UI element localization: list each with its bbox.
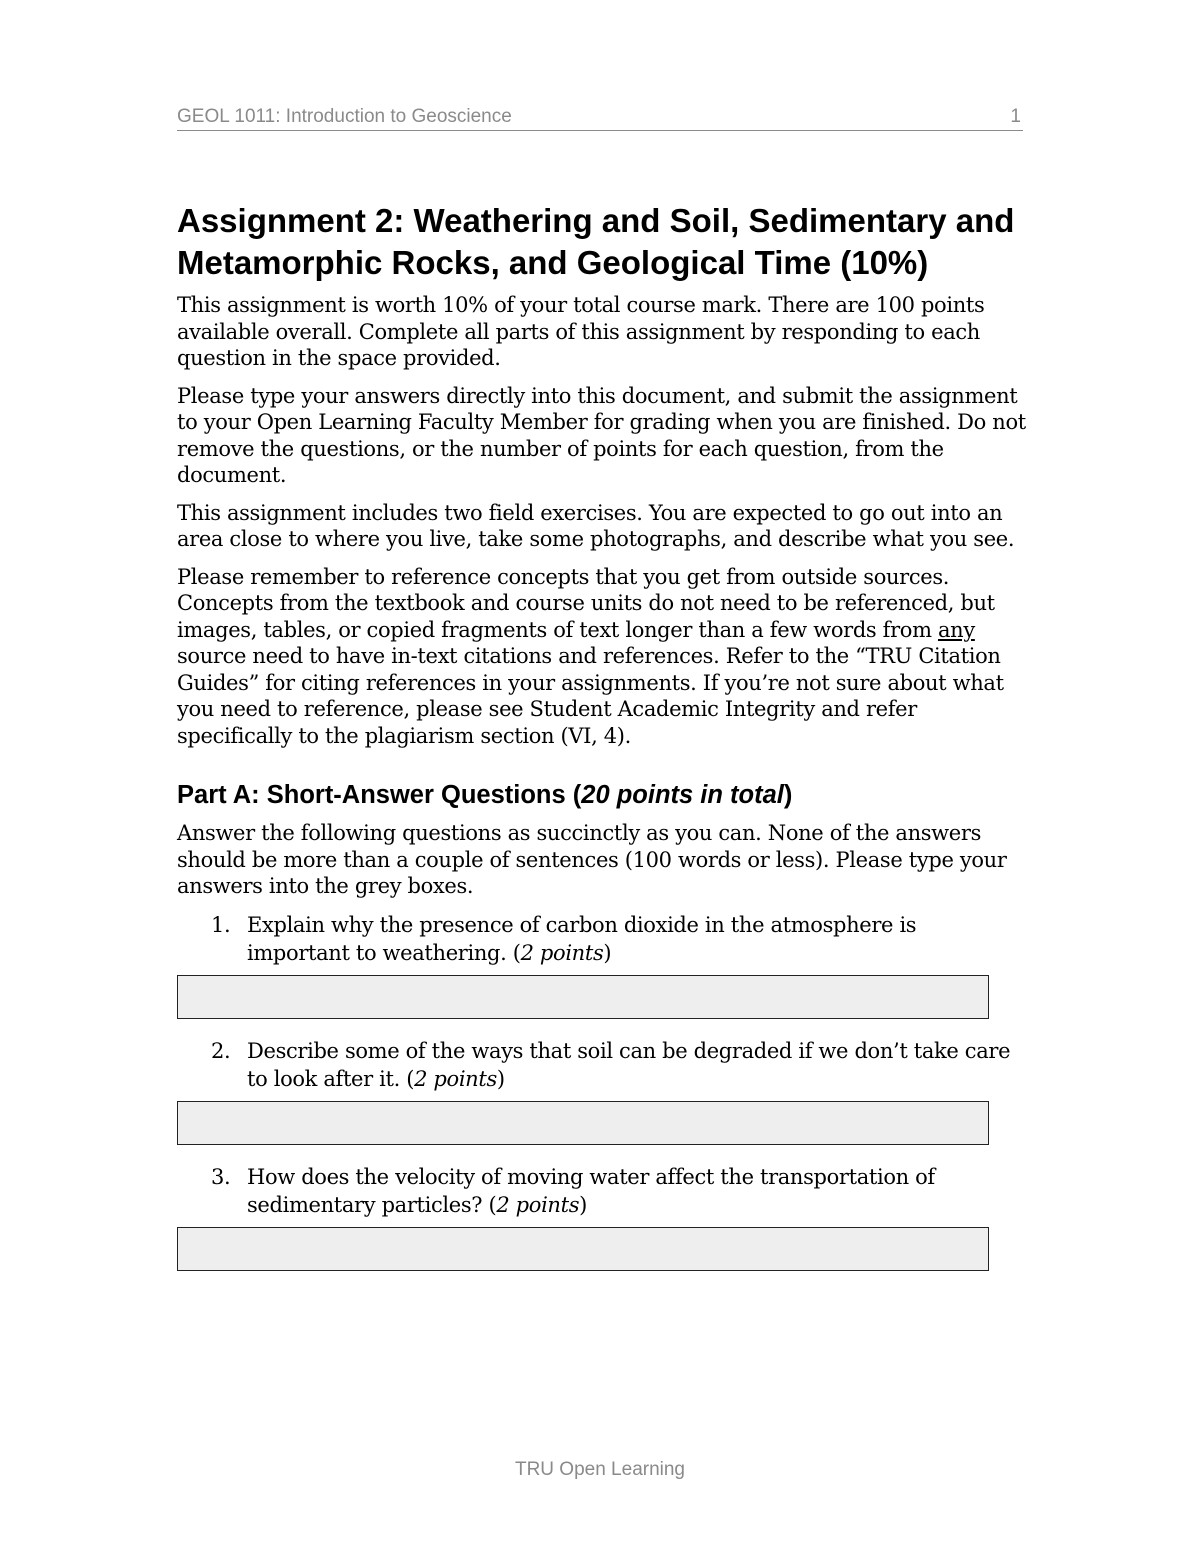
question-text: Describe some of the ways that soil can be degraded if we don’t take care to look after it. ( [247,1038,1011,1091]
underlined-any: any [937,617,975,642]
intro-paragraph-submission: Please type your answers directly into this document, and submit the assignment to your Open Learning Faculty Member for grading when you are finished. Do not remove the questions, or the number of points for each question, from the document. [177,383,1026,487]
part-a-heading-points: 20 points in total [581,781,784,809]
question-number: 1. [211,912,231,937]
question-text: How does the velocity of moving water affect the transportation of sedimentary particles? ( [247,1164,935,1217]
page-number: 1 [1010,106,1021,127]
intro-paragraph-worth: This assignment is worth 10% of your total course mark. There are 100 points available overall. Complete all parts of this assignment by responding to each question in the space provided. [177,293,985,370]
intro-paragraph-references [177,564,1027,750]
answer-box-3[interactable] [177,1227,989,1271]
part-a-heading-start: Part A: Short-Answer Questions ( [177,781,582,809]
course-title: GEOL 1011: Introduction to Geoscience [177,106,512,127]
question-number: 2. [211,1038,231,1063]
page-header [177,106,1023,131]
question-number: 3. [211,1164,231,1189]
question-points: 2 points [414,1066,497,1091]
question-1 [177,911,1017,967]
question-points: 2 points [520,940,604,965]
document-body [177,200,1027,1289]
part-a-heading [177,779,1027,811]
question-text: Explain why the presence of carbon dioxide in the atmosphere is important to weathering. ( [247,912,917,965]
intro-paragraph-field-exercises: This assignment includes two field exercises. You are expected to go out into an area close to where you live, take some photographs, and describe what you see. [177,500,1015,551]
question-points: 2 points [496,1192,580,1217]
part-a-heading-end: ) [783,781,793,809]
page-footer: TRU Open Learning [514,1459,686,1480]
question-close: ) [603,940,612,965]
question-close: ) [496,1066,505,1091]
answer-box-1[interactable] [177,975,989,1019]
question-3 [177,1163,1017,1219]
part-a-instructions: Answer the following questions as succinctly as you can. None of the answers should be more than a couple of sentences (100 words or less). Please type your answers into the grey boxes. [177,821,1007,898]
references-text-end: source need to have in-text citations and references. Refer to the “TRU Citation Guides” for citing references in your assignments. If you’re not sure about what you need to reference, please see Student Academic Integrity and refer specifically to the plagiarism section (VI, 4). [177,644,1004,748]
assignment-title: Assignment 2: Weathering and Soil, Sedimentary and Metamorphic Rocks, and Geological Time (10%) [177,202,1015,281]
answer-box-2[interactable] [177,1101,989,1145]
question-close: ) [579,1192,587,1217]
question-2 [177,1037,1017,1093]
references-text-start: Please remember to reference concepts that you get from outside sources. Concepts from the textbook and course units do not need to be referenced, but images, tables, or copied fragments of text longer than a few words from [177,564,995,642]
